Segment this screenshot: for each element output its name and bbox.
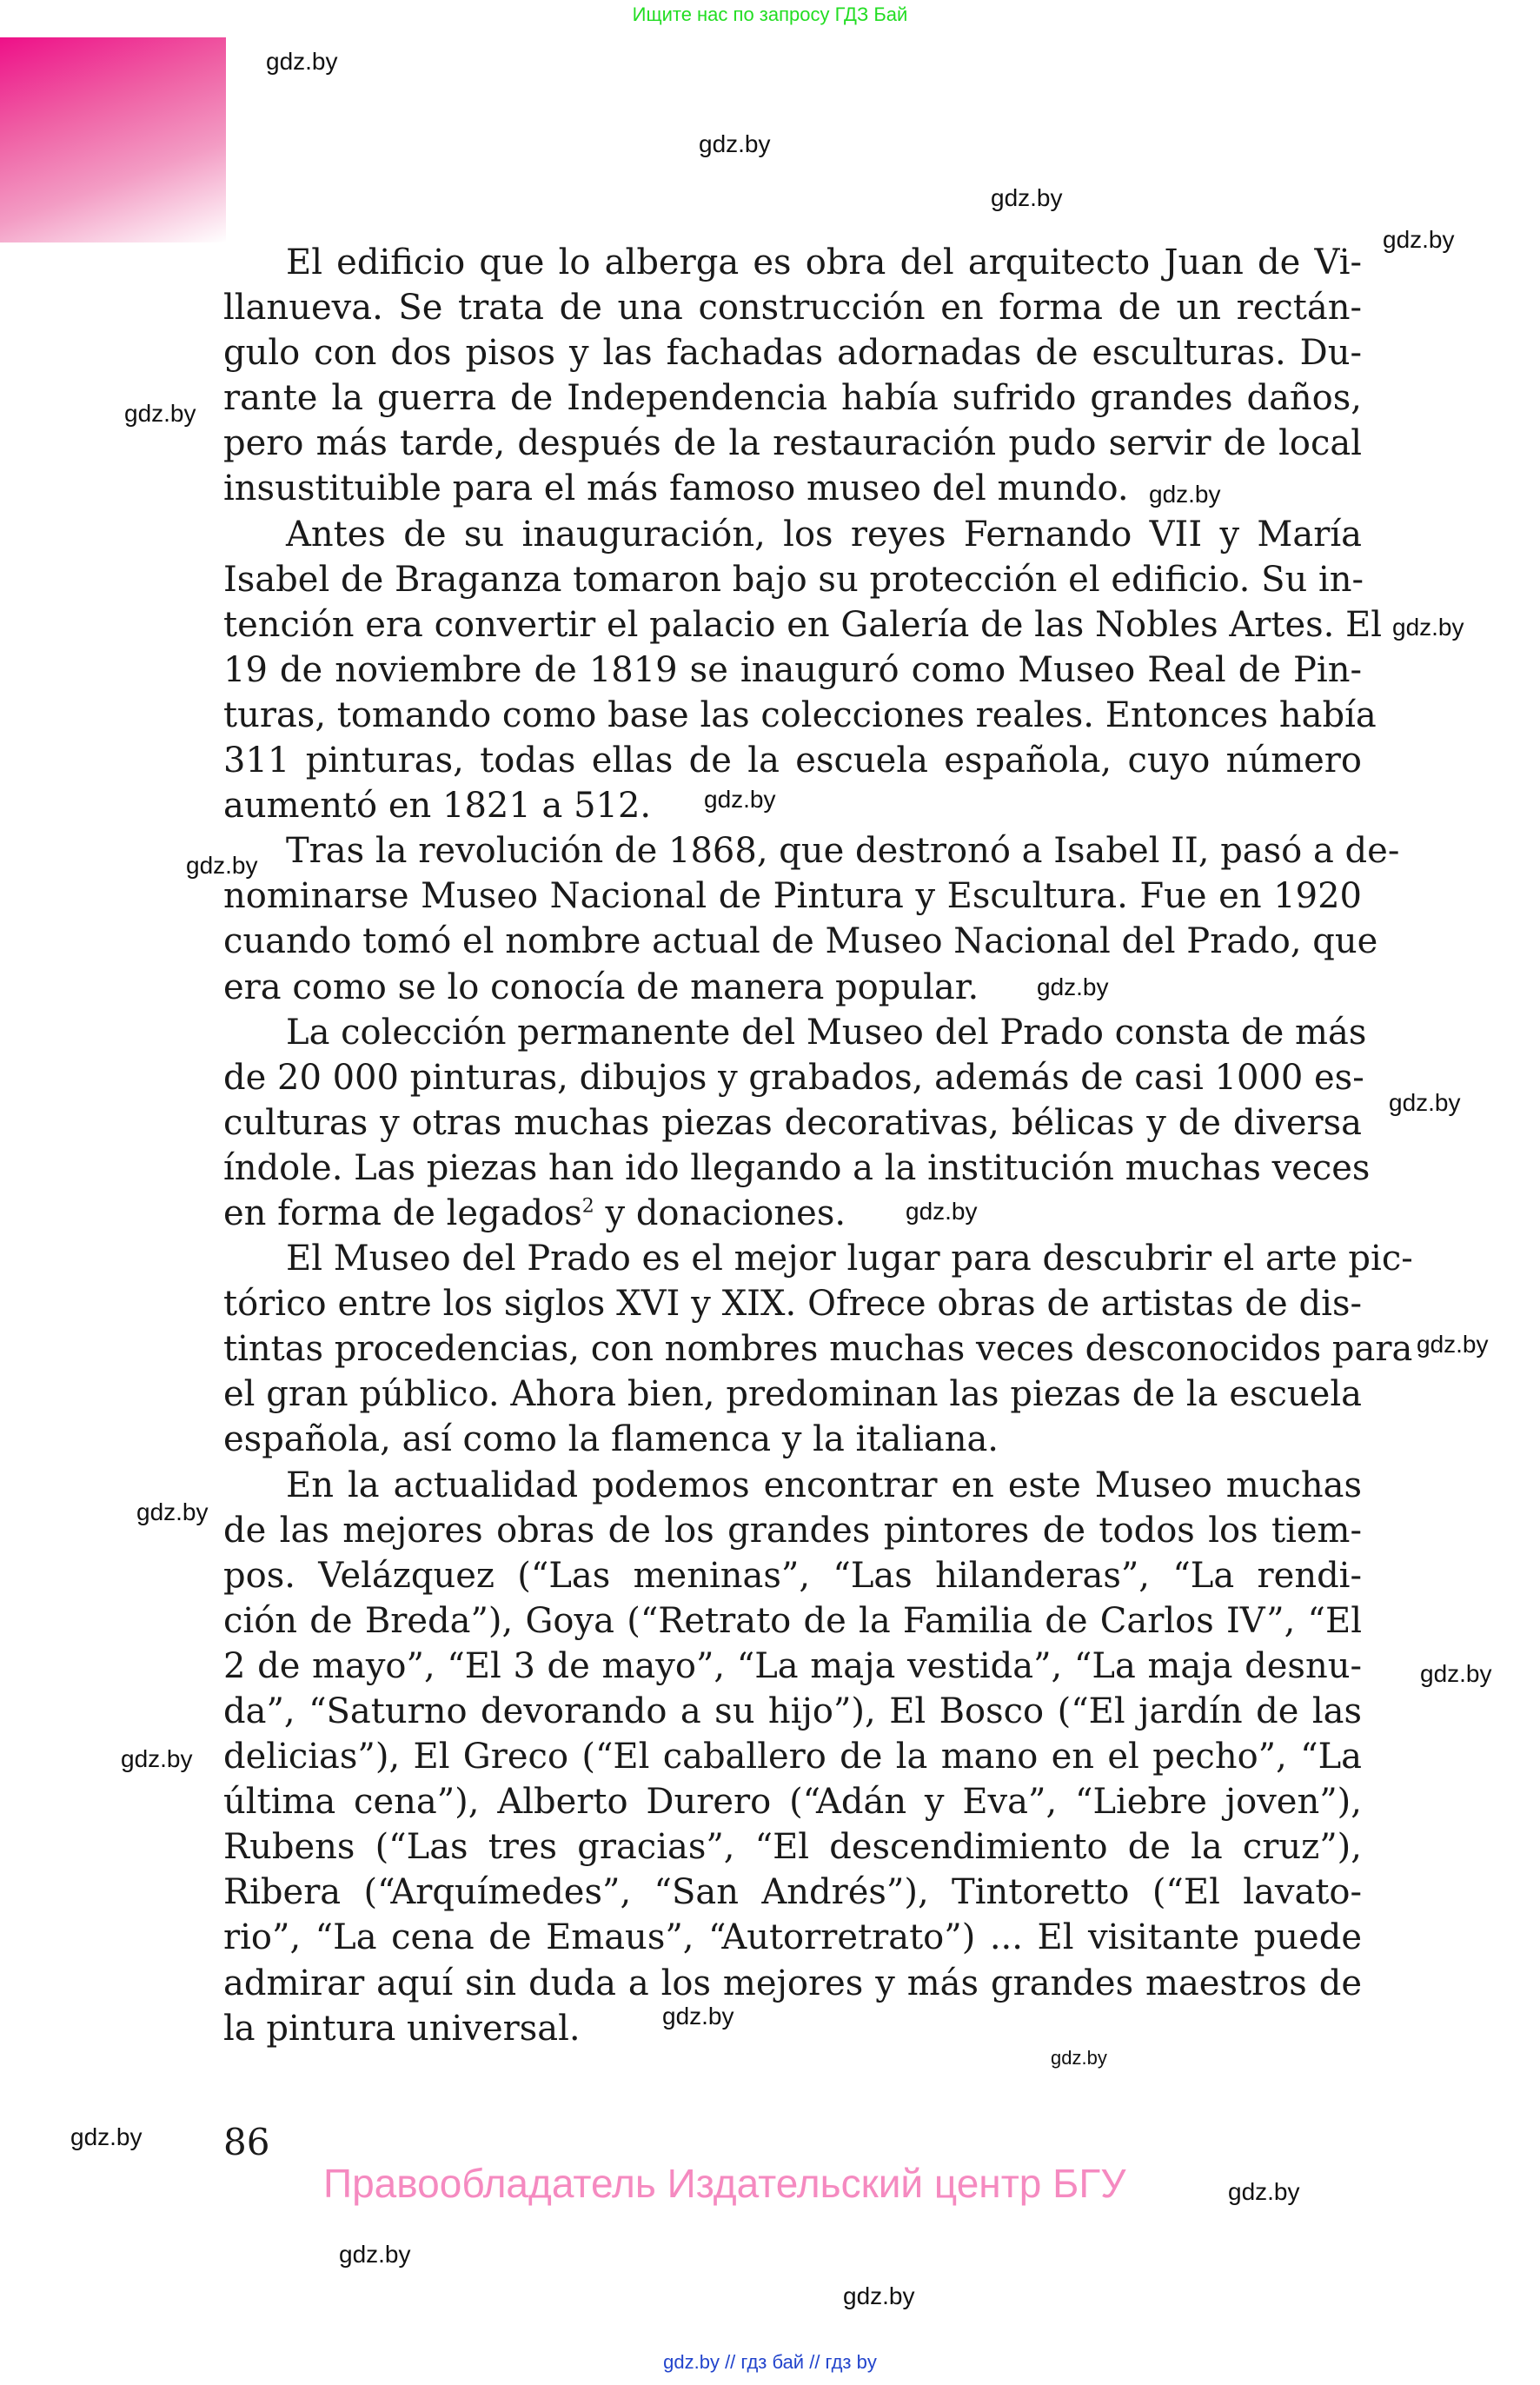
footnote-marker[interactable]: 2 xyxy=(581,1195,594,1218)
text-line: 2 de mayo”, “El 3 de mayo”, “La maja vestida”, “La maja desnu- xyxy=(223,1645,1362,1686)
text-line: rio”, “La cena de Emaus”, “Autorretrato”) ... El visitante puede xyxy=(223,1917,1362,1958)
text-line: la pintura universal. xyxy=(223,2008,581,2049)
text-line: El edificio que lo alberga es obra del arquitecto Juan de Vi- xyxy=(286,242,1362,282)
paragraph-collection xyxy=(223,1010,1371,1236)
paragraph-revolution xyxy=(223,828,1400,1009)
text-line: culturas y otras muchas piezas decorativas, bélicas y de diversa xyxy=(223,1102,1362,1143)
watermark: gdz.by xyxy=(186,852,258,879)
text-line: aumentó en 1821 a 512. xyxy=(223,786,652,827)
text-line: índole. Las piezas han ido llegando a la institución muchas veces xyxy=(223,1147,1371,1188)
text-line: insustituible para el más famoso museo del mundo. xyxy=(223,468,1129,509)
watermark: gdz.by xyxy=(662,2003,734,2030)
text-line: El Museo del Prado es el mejor lugar para descubrir el arte pic- xyxy=(286,1239,1413,1279)
watermark: gdz.by xyxy=(1037,973,1109,1000)
watermark: gdz.by xyxy=(906,1198,978,1225)
watermark: gdz.by xyxy=(1417,1331,1489,1358)
text-line: tención era convertir el palacio en Galería de las Nobles Artes. El xyxy=(223,604,1383,645)
text-line: española, así como la flamenca y la italiana. xyxy=(223,1419,999,1460)
text-line: delicias”), El Greco (“El caballero de la mano en el pecho”, “La xyxy=(223,1737,1362,1777)
article-body xyxy=(223,240,1413,2051)
text-line: 311 pinturas, todas ellas de la escuela española, cuyo número xyxy=(223,741,1362,781)
text-line xyxy=(161,1191,1362,1236)
watermark: gdz.by xyxy=(1383,226,1455,253)
watermark: gdz.by xyxy=(136,1498,209,1525)
watermark: gdz.by xyxy=(704,786,776,813)
watermark: gdz.by xyxy=(699,130,771,157)
text-line: pos. Velázquez (“Las meninas”, “Las hilanderas”, “La rendi- xyxy=(223,1555,1362,1596)
text-line: llanueva. Se trata de una construcción en forma de un rectán- xyxy=(223,288,1362,329)
footer-links[interactable]: gdz.by // гдз бай // гдз by xyxy=(663,2351,877,2373)
page-number: 86 xyxy=(223,2121,270,2163)
watermark: gdz.by xyxy=(1389,1089,1461,1116)
text-fragment: y donaciones. xyxy=(605,1192,846,1233)
text-line: de 20 000 pinturas, dibujos y grabados, además de casi 1000 es- xyxy=(223,1057,1364,1098)
text-line: era como se lo conocía de manera popular. xyxy=(223,967,979,1007)
text-line: nominarse Museo Nacional de Pintura y Escultura. Fue en 1920 xyxy=(223,876,1362,917)
paragraph-best-place xyxy=(223,1236,1413,1462)
paragraph-inauguration xyxy=(223,512,1383,829)
copyright-notice: Правообладатель Издательский центр БГУ xyxy=(323,2161,1126,2206)
text-line: tintas procedencias, con nombres muchas veces desconocidos para xyxy=(223,1329,1413,1370)
watermark: gdz.by xyxy=(1228,2178,1300,2205)
text-line: Isabel de Braganza tomaron bajo su protección el edificio. Su in- xyxy=(223,559,1364,600)
text-line: de las mejores obras de los grandes pintores de todos los tiem- xyxy=(223,1510,1362,1551)
paragraph-masterpieces xyxy=(223,1463,1362,2051)
text-line: La colección permanente del Museo del Prado consta de más xyxy=(286,1012,1367,1053)
search-banner: Ищите нас по запросу ГДЗ Бай xyxy=(632,3,908,25)
text-line: cuando tomó el nombre actual de Museo Nacional del Prado, que xyxy=(223,921,1378,962)
text-line: En la actualidad podemos encontrar en este Museo muchas xyxy=(286,1465,1362,1505)
watermark: gdz.by xyxy=(1051,2047,1107,2069)
watermark: gdz.by xyxy=(70,2123,143,2150)
watermark: gdz.by xyxy=(1420,1660,1492,1687)
watermark: gdz.by xyxy=(121,1745,193,1772)
text-line: el gran público. Ahora bien, predominan las piezas de la escuela xyxy=(223,1374,1362,1415)
text-line: Ribera (“Arquímedes”, “San Andrés”), Tintoretto (“El lavato- xyxy=(223,1872,1362,1913)
text-line: gulo con dos pisos y las fachadas adornadas de esculturas. Du- xyxy=(223,333,1362,374)
text-line: Rubens (“Las tres gracias”, “El descendimiento de la cruz”), xyxy=(223,1827,1362,1868)
watermark: gdz.by xyxy=(1149,481,1221,508)
text-line: da”, “Saturno devorando a su hijo”), El Bosco (“El jardín de las xyxy=(223,1691,1362,1731)
text-fragment: en forma de legados xyxy=(223,1192,582,1233)
text-line: admirar aquí sin duda a los mejores y más grandes maestros de xyxy=(223,1963,1362,2003)
text-line: rante la guerra de Independencia había sufrido grandes daños, xyxy=(223,378,1362,419)
watermark: gdz.by xyxy=(339,2241,411,2268)
watermark: gdz.by xyxy=(1392,614,1464,641)
paragraph-building xyxy=(223,240,1362,512)
pink-gradient-decoration xyxy=(0,37,226,242)
watermark: gdz.by xyxy=(843,2282,915,2309)
text-line: 19 de noviembre de 1819 se inauguró como Museo Real de Pin- xyxy=(223,649,1362,690)
text-line: Antes de su inauguración, los reyes Fernando VII y María xyxy=(286,514,1362,555)
watermark: gdz.by xyxy=(266,48,338,75)
text-line: tórico entre los siglos XVI y XIX. Ofrece obras de artistas de dis- xyxy=(223,1284,1362,1325)
text-line: última cena”), Alberto Durero (“Adán y Eva”, “Liebre joven”), xyxy=(223,1782,1362,1823)
text-line: pero más tarde, después de la restauración pudo servir de local xyxy=(223,423,1362,464)
text-line: ción de Breda”), Goya (“Retrato de la Familia de Carlos IV”, “El xyxy=(223,1600,1362,1641)
watermark: gdz.by xyxy=(124,400,196,427)
watermark: gdz.by xyxy=(991,184,1063,211)
text-line: Tras la revolución de 1868, que destronó a Isabel II, pasó a de- xyxy=(286,831,1400,872)
text-line: turas, tomando como base las colecciones reales. Entonces había xyxy=(223,694,1377,735)
